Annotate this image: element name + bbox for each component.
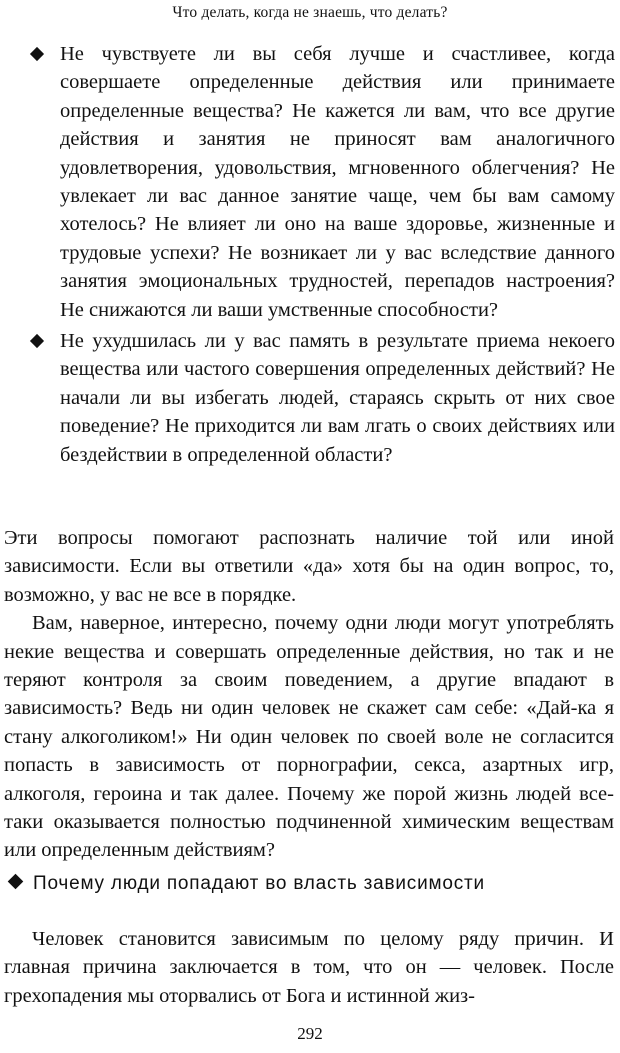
diamond-heading-icon [8, 874, 24, 890]
list-item [30, 40, 615, 324]
list-item-text: Не чувствуете ли вы себя лучше и счастливее, когда совершаете определенные действия или принимаете определенные вещества? Не кажется ли вам, что все другие действия и занятия не приносят вам аналогичного удовлетворения, удовольствия, мгновенного облегчения? Не увлекает ли вас данное занятие чаще, чем бы вам самому хотелось? Не влияет ли оно на ваше здоровье, жизненные и трудовые успехи? Не возникает ли у вас вследствие данного занятия эмоциональных трудностей, перепадов настроения? Не снижаются ли ваши умственные способности? [60, 43, 615, 321]
question-list [30, 40, 615, 472]
section-heading-text: Почему люди попадают во власть зависимости [33, 873, 485, 894]
running-head: Что делать, когда не знаешь, что делать? [172, 4, 448, 21]
diamond-bullet-icon [30, 334, 44, 348]
body-text [4, 524, 614, 865]
section-heading [6, 869, 616, 899]
page-number: 292 [297, 1024, 323, 1043]
paragraph: Эти вопросы помогают распознать наличие той или иной зависимости. Если вы ответили «да» хотя бы на один вопрос, то, возможно, у вас не все в порядке. [4, 527, 614, 606]
diamond-bullet-icon [30, 47, 44, 61]
list-item-text: Не ухудшилась ли у вас память в результате приема некоего вещества или частого совершения определенных действий? Не начали ли вы избегать людей, стараясь скрыть от них свое поведение? Не приходится ли вам лгать о своих действиях или бездействии в определенной области? [60, 330, 615, 466]
paragraph: Человек становится зависимым по целому ряду причин. И главная причина заключается в том, что он — человек. После грехопадения мы оторвались от Бога и истинной жиз- [4, 928, 614, 1007]
list-item [30, 327, 615, 469]
section-body [4, 925, 614, 1010]
paragraph: Вам, наверное, интересно, почему одни люди могут употреблять некие вещества и совершать определенные действия, но так и не теряют контроля за своим поведением, а другие впадают в зависимость? Ведь ни один человек не скажет сам себе: «Дай-ка я стану алкоголиком!» Ни один человек по своей воле не согласится попасть в зависимость от порнографии, секса, азартных игр, алкоголя, героина и так далее. Почему же порой жизнь людей все-таки оказывается полностью подчиненной химическим веществам или определенным действиям? [4, 612, 614, 862]
